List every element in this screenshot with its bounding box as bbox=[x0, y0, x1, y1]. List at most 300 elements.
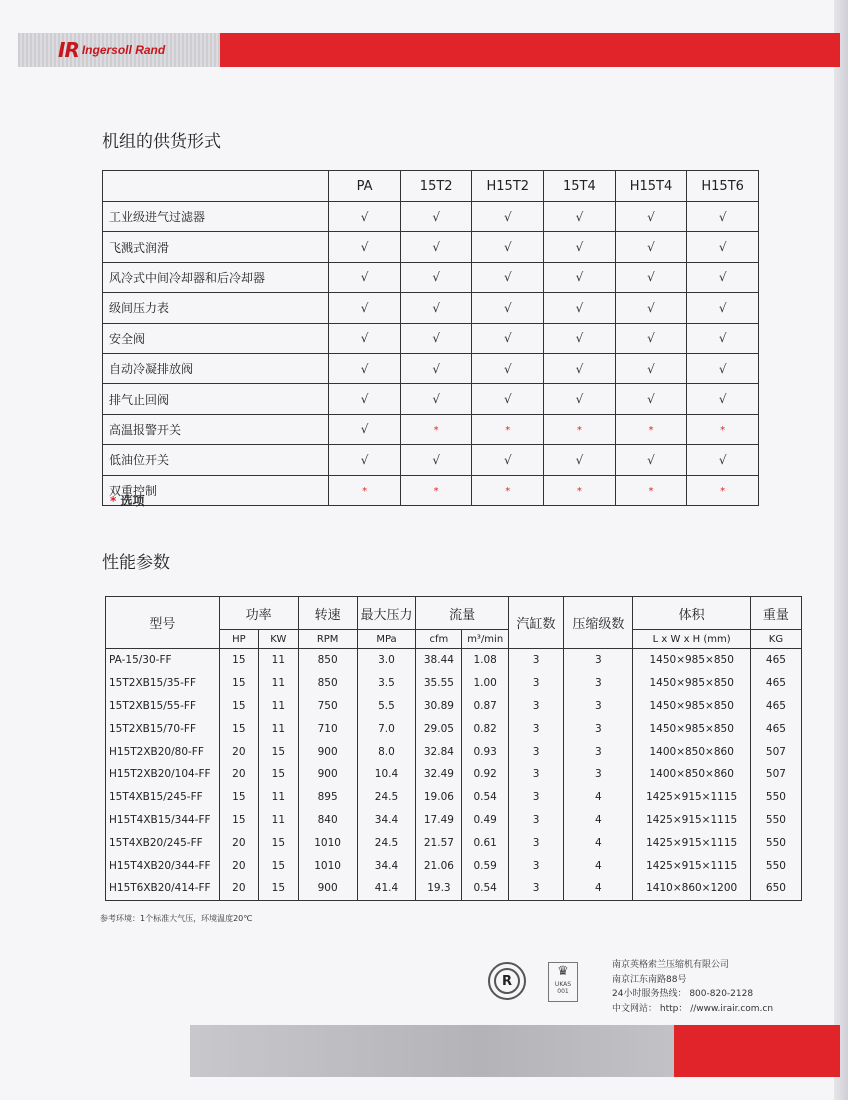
perf-cell: 3 bbox=[508, 809, 563, 832]
check-mark: √ bbox=[647, 452, 655, 467]
supply-cell bbox=[329, 232, 401, 262]
check-mark: √ bbox=[647, 270, 655, 285]
option-mark: * bbox=[576, 425, 582, 437]
supply-row bbox=[103, 414, 759, 444]
header-cfm: cfm bbox=[416, 630, 462, 649]
check-mark: √ bbox=[575, 300, 584, 315]
check-mark: √ bbox=[503, 361, 512, 376]
perf-cell: 20 bbox=[219, 763, 258, 786]
supply-row bbox=[103, 323, 759, 353]
supply-col-h15t4: H15T4 bbox=[615, 171, 687, 202]
feature-label: 高温报警开关 bbox=[103, 414, 329, 444]
feature-label: 排气止回阀 bbox=[103, 384, 329, 414]
perf-cell: 15 bbox=[259, 831, 299, 854]
supply-col-h15t6: H15T6 bbox=[687, 171, 759, 202]
supply-cell bbox=[615, 445, 687, 475]
check-mark: √ bbox=[360, 240, 369, 255]
header-power: 功率 bbox=[219, 597, 298, 630]
perf-cell: 507 bbox=[750, 763, 801, 786]
supply-cell bbox=[615, 232, 687, 262]
perf-cell: 38.44 bbox=[416, 649, 462, 672]
supply-col-15t4: 15T4 bbox=[544, 171, 616, 202]
model-cell: 15T2XB15/70-FF bbox=[106, 717, 220, 740]
perf-cell: 0.61 bbox=[462, 831, 508, 854]
perf-cell: 900 bbox=[298, 740, 357, 763]
perf-cell: 895 bbox=[298, 786, 357, 809]
perf-cell: 465 bbox=[750, 672, 801, 695]
perf-cell: 0.49 bbox=[462, 809, 508, 832]
perf-cell: 11 bbox=[259, 649, 299, 672]
perf-cell: 465 bbox=[750, 717, 801, 740]
supply-cell bbox=[400, 232, 472, 262]
supply-cell bbox=[472, 384, 544, 414]
check-mark: √ bbox=[718, 392, 727, 407]
check-mark: √ bbox=[718, 300, 727, 315]
supply-cell bbox=[687, 353, 759, 383]
supply-cell bbox=[329, 414, 401, 444]
supply-cell bbox=[400, 323, 472, 353]
header-weight: 重量 bbox=[750, 597, 801, 630]
perf-cell: 29.05 bbox=[416, 717, 462, 740]
perf-cell: 21.57 bbox=[416, 831, 462, 854]
perf-cell: 1450×985×850 bbox=[633, 717, 750, 740]
footer-band bbox=[190, 1025, 840, 1077]
perf-cell: 11 bbox=[259, 717, 299, 740]
supply-cell bbox=[472, 202, 544, 232]
check-mark: √ bbox=[575, 240, 584, 255]
model-cell: H15T2XB20/80-FF bbox=[106, 740, 220, 763]
supply-cell bbox=[400, 353, 472, 383]
contact-block bbox=[612, 958, 773, 1016]
perf-cell: 8.0 bbox=[357, 740, 416, 763]
supply-cell bbox=[687, 232, 759, 262]
header-flow: 流量 bbox=[416, 597, 509, 630]
supply-cell bbox=[615, 262, 687, 292]
perf-cell: 550 bbox=[750, 809, 801, 832]
feature-label: 级间压力表 bbox=[103, 293, 329, 323]
perf-cell: 11 bbox=[259, 695, 299, 718]
supply-cell bbox=[687, 445, 759, 475]
perf-cell: 15 bbox=[259, 740, 299, 763]
supply-cell bbox=[329, 323, 401, 353]
perf-cell: 0.59 bbox=[462, 854, 508, 877]
supply-cell bbox=[544, 414, 616, 444]
perf-cell: 1400×850×860 bbox=[633, 740, 750, 763]
check-mark: √ bbox=[360, 331, 369, 346]
feature-label: 飞溅式润滑 bbox=[103, 232, 329, 262]
perf-cell: 465 bbox=[750, 695, 801, 718]
option-note-text: 选项 bbox=[120, 494, 145, 508]
perf-cell: 10.4 bbox=[357, 763, 416, 786]
supply-row bbox=[103, 384, 759, 414]
supply-cell bbox=[400, 262, 472, 292]
supply-cell bbox=[400, 475, 472, 505]
feature-label: 工业级进气过滤器 bbox=[103, 202, 329, 232]
supply-cell bbox=[544, 262, 616, 292]
perf-cell: 3 bbox=[508, 740, 563, 763]
supply-cell bbox=[687, 262, 759, 292]
supply-cell bbox=[400, 384, 472, 414]
supply-row bbox=[103, 202, 759, 232]
supply-cell bbox=[544, 475, 616, 505]
website: 中文网站： http： //www.irair.com.cn bbox=[612, 1003, 774, 1014]
perf-cell: 550 bbox=[750, 831, 801, 854]
perf-cell: 3 bbox=[508, 877, 563, 900]
supply-cell bbox=[544, 202, 616, 232]
perf-cell: 5.5 bbox=[357, 695, 416, 718]
supply-cell bbox=[329, 262, 401, 292]
perf-cell: 0.93 bbox=[462, 740, 508, 763]
check-mark: √ bbox=[503, 300, 512, 315]
logo-text: Ingersoll Rand bbox=[81, 43, 166, 57]
perf-cell: 15 bbox=[219, 672, 258, 695]
perf-cell: 840 bbox=[298, 809, 357, 832]
perf-row bbox=[106, 831, 802, 854]
supply-cell bbox=[615, 414, 687, 444]
model-cell: H15T6XB20/414-FF bbox=[106, 877, 220, 900]
header-mpa: MPa bbox=[357, 630, 416, 649]
perf-cell: 20 bbox=[219, 877, 258, 900]
perf-cell: 1.08 bbox=[462, 649, 508, 672]
check-mark: √ bbox=[432, 240, 440, 255]
check-mark: √ bbox=[647, 209, 655, 224]
perf-cell: 0.82 bbox=[462, 717, 508, 740]
perf-cell: 32.49 bbox=[416, 763, 462, 786]
supply-cell bbox=[544, 384, 616, 414]
supply-cell bbox=[544, 323, 616, 353]
supply-col-h15t2: H15T2 bbox=[472, 171, 544, 202]
check-mark: √ bbox=[432, 361, 440, 376]
supply-cell bbox=[472, 353, 544, 383]
environment-note: 参考环境：1个标准大气压，环境温度20℃ bbox=[100, 914, 253, 923]
supply-row bbox=[103, 262, 759, 292]
check-mark: √ bbox=[360, 361, 369, 376]
supply-cell bbox=[472, 323, 544, 353]
supply-cell bbox=[329, 384, 401, 414]
perf-cell: 3 bbox=[508, 831, 563, 854]
perf-cell: 17.49 bbox=[416, 809, 462, 832]
perf-cell: 3 bbox=[564, 763, 633, 786]
supply-cell bbox=[472, 445, 544, 475]
check-mark: √ bbox=[503, 452, 512, 467]
perf-cell: 900 bbox=[298, 763, 357, 786]
check-mark: √ bbox=[360, 422, 369, 437]
perf-cell: 4 bbox=[564, 831, 633, 854]
perf-cell: 4 bbox=[564, 786, 633, 809]
option-mark: * bbox=[648, 486, 654, 498]
perf-cell: 34.4 bbox=[357, 854, 416, 877]
model-cell: PA-15/30-FF bbox=[106, 649, 220, 672]
page-edge bbox=[834, 0, 848, 1100]
perf-cell: 3 bbox=[564, 672, 633, 695]
perf-cell: 1010 bbox=[298, 854, 357, 877]
perf-row bbox=[106, 809, 802, 832]
perf-row bbox=[106, 649, 802, 672]
option-mark: * bbox=[433, 425, 439, 437]
perf-cell: 650 bbox=[750, 877, 801, 900]
perf-cell: 3.5 bbox=[357, 672, 416, 695]
check-mark: √ bbox=[503, 331, 512, 346]
perf-row bbox=[106, 763, 802, 786]
perf-cell: 30.89 bbox=[416, 695, 462, 718]
header-rpm: RPM bbox=[298, 630, 357, 649]
check-mark: √ bbox=[360, 209, 369, 224]
check-mark: √ bbox=[718, 452, 727, 467]
supply-row bbox=[103, 475, 759, 505]
perf-cell: 15 bbox=[219, 809, 258, 832]
option-mark: * bbox=[362, 486, 368, 498]
perf-cell: 41.4 bbox=[357, 877, 416, 900]
supply-cell bbox=[615, 384, 687, 414]
performance-title: 性能参数 bbox=[102, 553, 170, 573]
perf-cell: 0.87 bbox=[462, 695, 508, 718]
perf-cell: 550 bbox=[750, 786, 801, 809]
check-mark: √ bbox=[718, 209, 727, 224]
check-mark: √ bbox=[432, 392, 440, 407]
supply-cell bbox=[329, 445, 401, 475]
perf-cell: 20 bbox=[219, 831, 258, 854]
supply-cell bbox=[472, 414, 544, 444]
perf-cell: 900 bbox=[298, 877, 357, 900]
perf-cell: 1425×915×1115 bbox=[633, 809, 750, 832]
supply-cell bbox=[329, 293, 401, 323]
option-note bbox=[110, 492, 144, 509]
cert-r-icon: R bbox=[494, 968, 520, 994]
ukas-label: UKAS bbox=[554, 981, 572, 988]
ingersoll-rand-logo bbox=[58, 39, 165, 61]
check-mark: √ bbox=[360, 270, 369, 285]
perf-cell: 3 bbox=[508, 717, 563, 740]
header-stages: 压缩级数 bbox=[564, 597, 633, 649]
supply-cell bbox=[400, 414, 472, 444]
option-mark: * bbox=[505, 486, 511, 498]
perf-cell: 20 bbox=[219, 740, 258, 763]
header-band bbox=[18, 33, 840, 67]
supply-cell bbox=[615, 323, 687, 353]
perf-cell: 34.4 bbox=[357, 809, 416, 832]
perf-row bbox=[106, 717, 802, 740]
option-mark: * bbox=[720, 425, 726, 437]
perf-cell: 24.5 bbox=[357, 786, 416, 809]
perf-header-row-1 bbox=[106, 597, 802, 630]
check-mark: √ bbox=[575, 331, 584, 346]
perf-row bbox=[106, 786, 802, 809]
option-mark: * bbox=[720, 486, 726, 498]
check-mark: √ bbox=[718, 361, 727, 376]
check-mark: √ bbox=[432, 452, 440, 467]
perf-cell: 15 bbox=[219, 695, 258, 718]
check-mark: √ bbox=[575, 209, 584, 224]
header-m3min: m³/min bbox=[462, 630, 508, 649]
supply-cell bbox=[544, 353, 616, 383]
supply-cell bbox=[400, 445, 472, 475]
perf-cell: 3 bbox=[508, 786, 563, 809]
perf-cell: 24.5 bbox=[357, 831, 416, 854]
check-mark: √ bbox=[432, 270, 440, 285]
model-cell: H15T2XB20/104-FF bbox=[106, 763, 220, 786]
perf-cell: 3 bbox=[564, 649, 633, 672]
model-cell: H15T4XB20/344-FF bbox=[106, 854, 220, 877]
model-cell: 15T2XB15/35-FF bbox=[106, 672, 220, 695]
supply-cell bbox=[615, 353, 687, 383]
perf-cell: 11 bbox=[259, 809, 299, 832]
header-dims: L x W x H (mm) bbox=[633, 630, 750, 649]
supply-row bbox=[103, 293, 759, 323]
supply-col-15t2: 15T2 bbox=[400, 171, 472, 202]
check-mark: √ bbox=[718, 270, 727, 285]
option-mark: * bbox=[505, 425, 511, 437]
supply-cell bbox=[615, 475, 687, 505]
service-hotline: 24小时服务热线： 800-820-2128 bbox=[612, 989, 754, 999]
perf-cell: 3 bbox=[564, 695, 633, 718]
model-cell: 15T2XB15/55-FF bbox=[106, 695, 220, 718]
footer-gray-bar bbox=[190, 1025, 674, 1077]
supply-header-row bbox=[103, 171, 759, 202]
perf-cell: 0.54 bbox=[462, 786, 508, 809]
supply-body bbox=[103, 202, 759, 506]
supply-cell bbox=[472, 293, 544, 323]
supply-row bbox=[103, 353, 759, 383]
header-hp: HP bbox=[219, 630, 258, 649]
feature-label: 低油位开关 bbox=[103, 445, 329, 475]
model-cell: 15T4XB20/245-FF bbox=[106, 831, 220, 854]
supply-cell bbox=[687, 414, 759, 444]
supply-cell bbox=[687, 323, 759, 353]
supply-cell bbox=[687, 293, 759, 323]
perf-cell: 1.00 bbox=[462, 672, 508, 695]
supply-cell bbox=[329, 475, 401, 505]
perf-cell: 4 bbox=[564, 877, 633, 900]
supply-cell bbox=[615, 293, 687, 323]
supply-title: 机组的供货形式 bbox=[102, 132, 221, 152]
perf-cell: 4 bbox=[564, 854, 633, 877]
check-mark: √ bbox=[647, 300, 655, 315]
header-volume: 体积 bbox=[633, 597, 750, 630]
supply-row bbox=[103, 232, 759, 262]
check-mark: √ bbox=[718, 240, 727, 255]
check-mark: √ bbox=[503, 240, 512, 255]
check-mark: √ bbox=[432, 300, 440, 315]
supply-cell bbox=[687, 475, 759, 505]
perf-row bbox=[106, 854, 802, 877]
ukas-badge bbox=[548, 962, 578, 1002]
perf-cell: 4 bbox=[564, 809, 633, 832]
perf-cell: 20 bbox=[219, 854, 258, 877]
check-mark: √ bbox=[647, 392, 655, 407]
check-mark: √ bbox=[575, 452, 584, 467]
perf-cell: 1425×915×1115 bbox=[633, 831, 750, 854]
perf-cell: 1425×915×1115 bbox=[633, 786, 750, 809]
header-max-pressure: 最大压力 bbox=[357, 597, 416, 630]
feature-label: 双重控制 bbox=[103, 475, 329, 505]
perf-cell: 1400×850×860 bbox=[633, 763, 750, 786]
perf-row bbox=[106, 877, 802, 900]
check-mark: √ bbox=[647, 361, 655, 376]
perf-cell: 3 bbox=[564, 717, 633, 740]
perf-cell: 15 bbox=[219, 649, 258, 672]
perf-cell: 1450×985×850 bbox=[633, 649, 750, 672]
perf-cell: 32.84 bbox=[416, 740, 462, 763]
perf-cell: 3 bbox=[564, 740, 633, 763]
perf-body bbox=[106, 649, 802, 901]
perf-cell: 15 bbox=[259, 877, 299, 900]
perf-cell: 850 bbox=[298, 672, 357, 695]
perf-cell: 11 bbox=[259, 786, 299, 809]
check-mark: √ bbox=[647, 331, 655, 346]
perf-cell: 15 bbox=[219, 717, 258, 740]
company-address: 南京江东南路88号 bbox=[612, 974, 687, 985]
perf-cell: 21.06 bbox=[416, 854, 462, 877]
perf-cell: 1410×860×1200 bbox=[633, 877, 750, 900]
model-cell: 15T4XB15/245-FF bbox=[106, 786, 220, 809]
perf-cell: 3.0 bbox=[357, 649, 416, 672]
header-red-bar bbox=[220, 33, 840, 67]
supply-cell bbox=[329, 353, 401, 383]
perf-cell: 15 bbox=[259, 763, 299, 786]
supply-cell bbox=[472, 232, 544, 262]
check-mark: √ bbox=[647, 240, 655, 255]
footer-red-bar bbox=[674, 1025, 840, 1077]
check-mark: √ bbox=[360, 300, 369, 315]
supply-col-pa: PA bbox=[329, 171, 401, 202]
crown-icon: ♛ bbox=[557, 964, 569, 979]
perf-cell: 850 bbox=[298, 649, 357, 672]
ir-logo-mark: IR bbox=[58, 38, 79, 62]
perf-cell: 1450×985×850 bbox=[633, 672, 750, 695]
perf-cell: 750 bbox=[298, 695, 357, 718]
header-cylinders: 汽缸数 bbox=[508, 597, 563, 649]
perf-cell: 0.54 bbox=[462, 877, 508, 900]
perf-cell: 1450×985×850 bbox=[633, 695, 750, 718]
perf-cell: 465 bbox=[750, 649, 801, 672]
quality-cert-badge bbox=[488, 962, 526, 1000]
check-mark: √ bbox=[503, 270, 512, 285]
perf-cell: 3 bbox=[508, 763, 563, 786]
supply-cell bbox=[687, 202, 759, 232]
option-mark: * bbox=[648, 425, 654, 437]
supply-cell bbox=[472, 475, 544, 505]
perf-cell: 3 bbox=[508, 695, 563, 718]
perf-cell: 11 bbox=[259, 672, 299, 695]
header-speed: 转速 bbox=[298, 597, 357, 630]
supply-cell bbox=[400, 293, 472, 323]
perf-cell: 1010 bbox=[298, 831, 357, 854]
ukas-number: 001 bbox=[557, 988, 569, 995]
check-mark: √ bbox=[575, 270, 584, 285]
supply-cell bbox=[544, 232, 616, 262]
perf-row bbox=[106, 740, 802, 763]
check-mark: √ bbox=[503, 392, 512, 407]
perf-cell: 15 bbox=[219, 786, 258, 809]
option-star: * bbox=[110, 494, 117, 508]
feature-label: 风冷式中间冷却器和后冷却器 bbox=[103, 262, 329, 292]
check-mark: √ bbox=[432, 331, 440, 346]
supply-cell bbox=[472, 262, 544, 292]
supply-header-blank bbox=[103, 171, 329, 202]
perf-cell: 710 bbox=[298, 717, 357, 740]
supply-row bbox=[103, 445, 759, 475]
perf-cell: 19.06 bbox=[416, 786, 462, 809]
supply-cell bbox=[329, 202, 401, 232]
perf-cell: 0.92 bbox=[462, 763, 508, 786]
model-cell: H15T4XB15/344-FF bbox=[106, 809, 220, 832]
perf-cell: 3 bbox=[508, 854, 563, 877]
supply-cell bbox=[544, 445, 616, 475]
option-mark: * bbox=[433, 486, 439, 498]
supply-cell bbox=[544, 293, 616, 323]
perf-cell: 19.3 bbox=[416, 877, 462, 900]
supply-cell bbox=[687, 384, 759, 414]
